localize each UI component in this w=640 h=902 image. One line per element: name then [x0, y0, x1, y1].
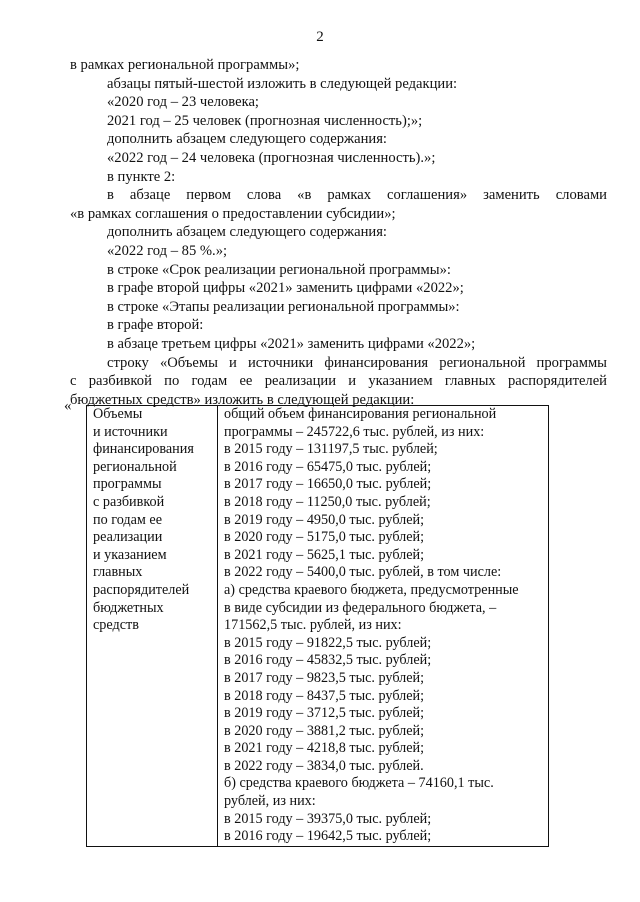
body-line: дополнить абзацем следующего содержания:: [107, 224, 387, 241]
value-line: в 2021 году – 4218,8 тыс. рублей;: [224, 740, 425, 757]
label-line: реализации: [93, 529, 163, 546]
body-line: в абзаце третьем цифры «2021» заменить цифрами «2022»;: [107, 335, 476, 352]
body-line: в графе второй цифры «2021» заменить цифрами «2022»;: [107, 280, 464, 297]
value-line: в 2019 году – 4950,0 тыс. рублей;: [224, 511, 425, 528]
body-line: в пункте 2:: [107, 168, 176, 185]
value-line: в 2016 году – 65475,0 тыс. рублей;: [224, 458, 432, 475]
value-line: в 2022 году – 5400,0 тыс. рублей, в том числе:: [224, 564, 502, 581]
body-line: в строке «Срок реализации региональной программы»:: [107, 261, 451, 278]
value-line: а) средства краевого бюджета, предусмотренные: [224, 581, 519, 598]
value-line: в 2017 году – 16650,0 тыс. рублей;: [224, 476, 432, 493]
label-line: главных: [93, 564, 143, 581]
label-line: Объемы: [93, 406, 143, 422]
value-line: рублей, из них:: [224, 793, 316, 810]
page-number: 2: [316, 29, 324, 45]
value-line: в 2018 году – 8437,5 тыс. рублей;: [224, 687, 425, 704]
body-text: [70, 56, 607, 409]
body-line: «2022 год – 24 человека (прогнозная численность).»;: [107, 149, 436, 166]
body-line: в строке «Этапы реализации региональной программы»:: [107, 298, 460, 315]
value-line: в 2015 году – 91822,5 тыс. рублей;: [224, 634, 432, 651]
label-line: финансирования: [93, 441, 194, 458]
value-line: в 2021 году – 5625,1 тыс. рублей;: [224, 546, 425, 563]
body-line: в графе второй:: [107, 317, 204, 334]
table-value-cell: [218, 406, 549, 847]
value-line: в 2019 году – 3712,5 тыс. рублей;: [224, 705, 425, 722]
label-line: региональной: [93, 458, 177, 475]
value-line: в 2017 году – 9823,5 тыс. рублей;: [224, 669, 425, 686]
table-row: [87, 406, 549, 847]
label-line: распорядителей: [93, 581, 190, 598]
table-label-cell: [87, 406, 218, 847]
body-line: бюджетных средств» изложить в следующей редакции:: [70, 391, 415, 408]
label-line: по годам ее: [93, 511, 163, 528]
label-line: средств: [93, 617, 139, 634]
value-line: б) средства краевого бюджета – 74160,1 тыс.: [224, 775, 494, 792]
value-line: программы – 245722,6 тыс. рублей, из них:: [224, 423, 485, 440]
value-line: в 2018 году – 11250,0 тыс. рублей;: [224, 493, 431, 510]
value-line: в 2016 году – 19642,5 тыс. рублей;: [224, 828, 432, 845]
label-line: с разбивкой: [93, 493, 165, 510]
opening-quote-mark: «: [64, 398, 72, 414]
value-line: в 2015 году – 39375,0 тыс. рублей;: [224, 810, 432, 827]
value-line: в виде субсидии из федерального бюджета, –: [224, 599, 497, 616]
body-line: дополнить абзацем следующего содержания:: [107, 131, 387, 148]
value-line: в 2015 году – 131197,5 тыс. рублей;: [224, 441, 438, 458]
body-line: с разбивкой по годам ее реализации и указанием главных распорядителей: [70, 373, 607, 390]
value-line: в 2016 году – 45832,5 тыс. рублей;: [224, 652, 432, 669]
body-line: строку «Объемы и источники финансирования региональной программы: [107, 354, 607, 371]
body-line: в рамках региональной программы»;: [70, 57, 300, 73]
financing-table: [86, 405, 549, 847]
body-line: «2020 год – 23 человека;: [107, 94, 259, 111]
label-line: бюджетных: [93, 599, 164, 616]
label-line: и источники: [93, 423, 168, 440]
label-line: программы: [93, 476, 162, 493]
value-line: 171562,5 тыс. рублей, из них:: [224, 617, 402, 634]
value-line: в 2020 году – 5175,0 тыс. рублей;: [224, 529, 425, 546]
body-line: 2021 год – 25 человек (прогнозная численность);»;: [107, 112, 423, 129]
body-line: «2022 год – 85 %.»;: [107, 242, 228, 259]
value-line: в 2022 году – 3834,0 тыс. рублей.: [224, 757, 424, 774]
value-line: в 2020 году – 3881,2 тыс. рублей;: [224, 722, 425, 739]
body-line: абзацы пятый-шестой изложить в следующей редакции:: [107, 75, 458, 92]
value-line: общий объем финансирования региональной: [224, 406, 497, 422]
body-line: «в рамках соглашения о предоставлении субсидии»;: [70, 205, 396, 222]
body-line: в абзаце первом слова «в рамках соглашения» заменить словами: [107, 187, 607, 204]
label-line: и указанием: [93, 546, 167, 563]
